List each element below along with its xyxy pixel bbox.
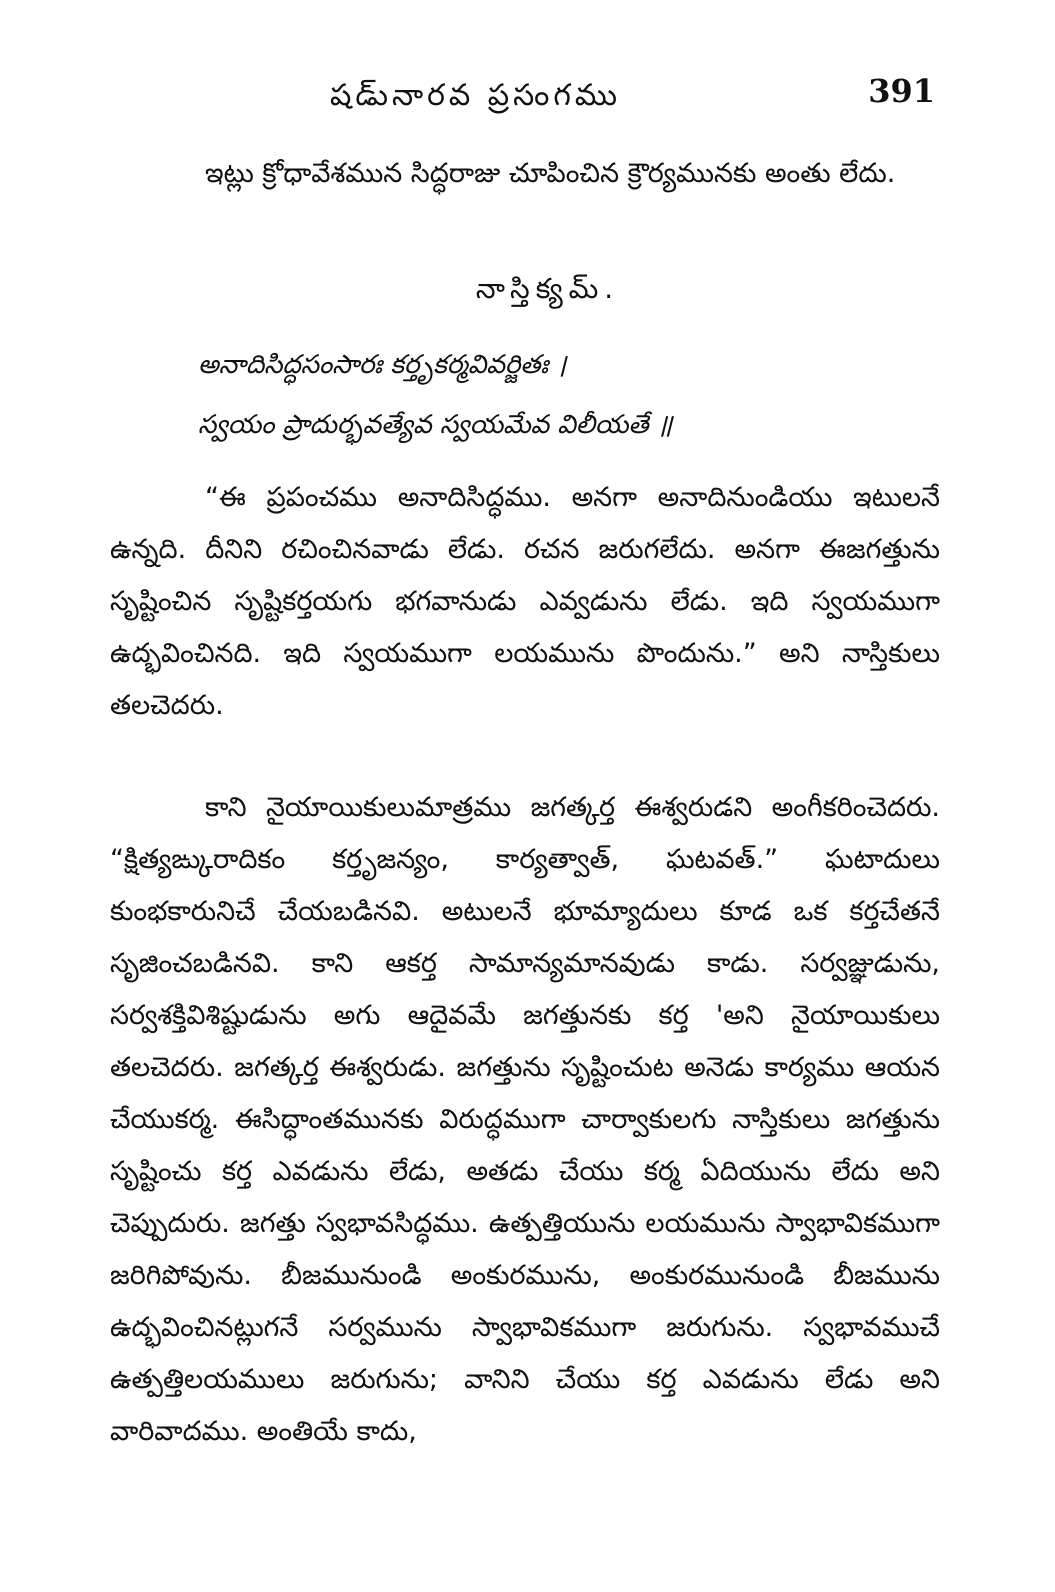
verse-line-1: అనాదిసిద్ధసంసారః కర్తృకర్మవివర్జితః । xyxy=(198,350,567,380)
page-number: 391 xyxy=(868,72,935,110)
paragraph-intro: ఇట్లు క్రోధావేశమున సిద్ధరాజు చూపించిన క్రౌర్యమునకు అంతు లేదు. xyxy=(205,158,896,189)
paragraph-naiyayika-view: కాని నైయాయికులుమాత్రము జగత్కర్త ఈశ్వరుడని అంగీకరించెదరు. “క్షిత్యఙ్కురాదికం కర్తృజన్యం, కార్యత్వాత్, ఘటవత్.” ఘటాదులు కుంభకారునిచే చేయబడినవి. అటులనే భూమ్యాదులు కూడ ఒక కర్తచేతనే సృజించబడినవి. కాని ఆకర్త సామాన్యమానవుడు కాడు. సర్వజ్ఞుడును, సర్వశక్తివిశిష్టుడును అగు ఆదైవమే జగత్తునకు కర్త 'అని నైయాయికులు తలచెదరు. జగత్కర్త ఈశ్వరుడు. జగత్తును సృష్టించుట అనెడు కార్యము ఆయన చేయుకర్మ. ఈసిద్ధాంతమునకు విరుద్ధముగా చార్వాకులగు నాస్తికులు జగత్తును సృష్టించు కర్త ఎవడును లేడు, అతడు చేయు కర్మ ఏదియును లేదు అని చెప్పుదురు. జగత్తు స్వభావసిద్ధము. ఉత్పత్తియును లయమును స్వాభావికముగా జరిగిపోవును. బీజమునుండి అంకురమును, అంకురమునుండి బీజమును ఉద్భవించినట్లుగనే సర్వమును స్వాభావికముగా జరుగును. స్వభావముచే ఉత్పత్తిలయములు జరుగును; వానిని చేయు కర్త ఎవడును లేడు అని వారివాదము. అంతియే కాదు, xyxy=(110,792,940,1447)
section-heading: నాస్తిక్యమ్. xyxy=(475,272,620,305)
paragraph-nastika-view: “ఈ ప్రపంచము అనాదిసిద్ధము. అనగా అనాదినుండియు ఇటులనే ఉన్నది. దీనిని రచించినవాడు లేడు. రచన జరుగలేదు. అనగా ఈజగత్తును సృష్టించిన సృష్టికర్తయగు భగవానుడు ఎవ్వడును లేడు. ఇది స్వయముగా ఉద్భవించినది. ఇది స్వయముగా లయమును పొందును.” అని నాస్తికులు తలచెదరు. xyxy=(110,482,940,721)
verse-line-2: స్వయం ప్రాదుర్భవత్యేవ స్వయమేవ విలీయతే ॥ xyxy=(198,410,673,440)
running-header-title: షడు్నారవ ప్రసంగము xyxy=(330,78,622,113)
